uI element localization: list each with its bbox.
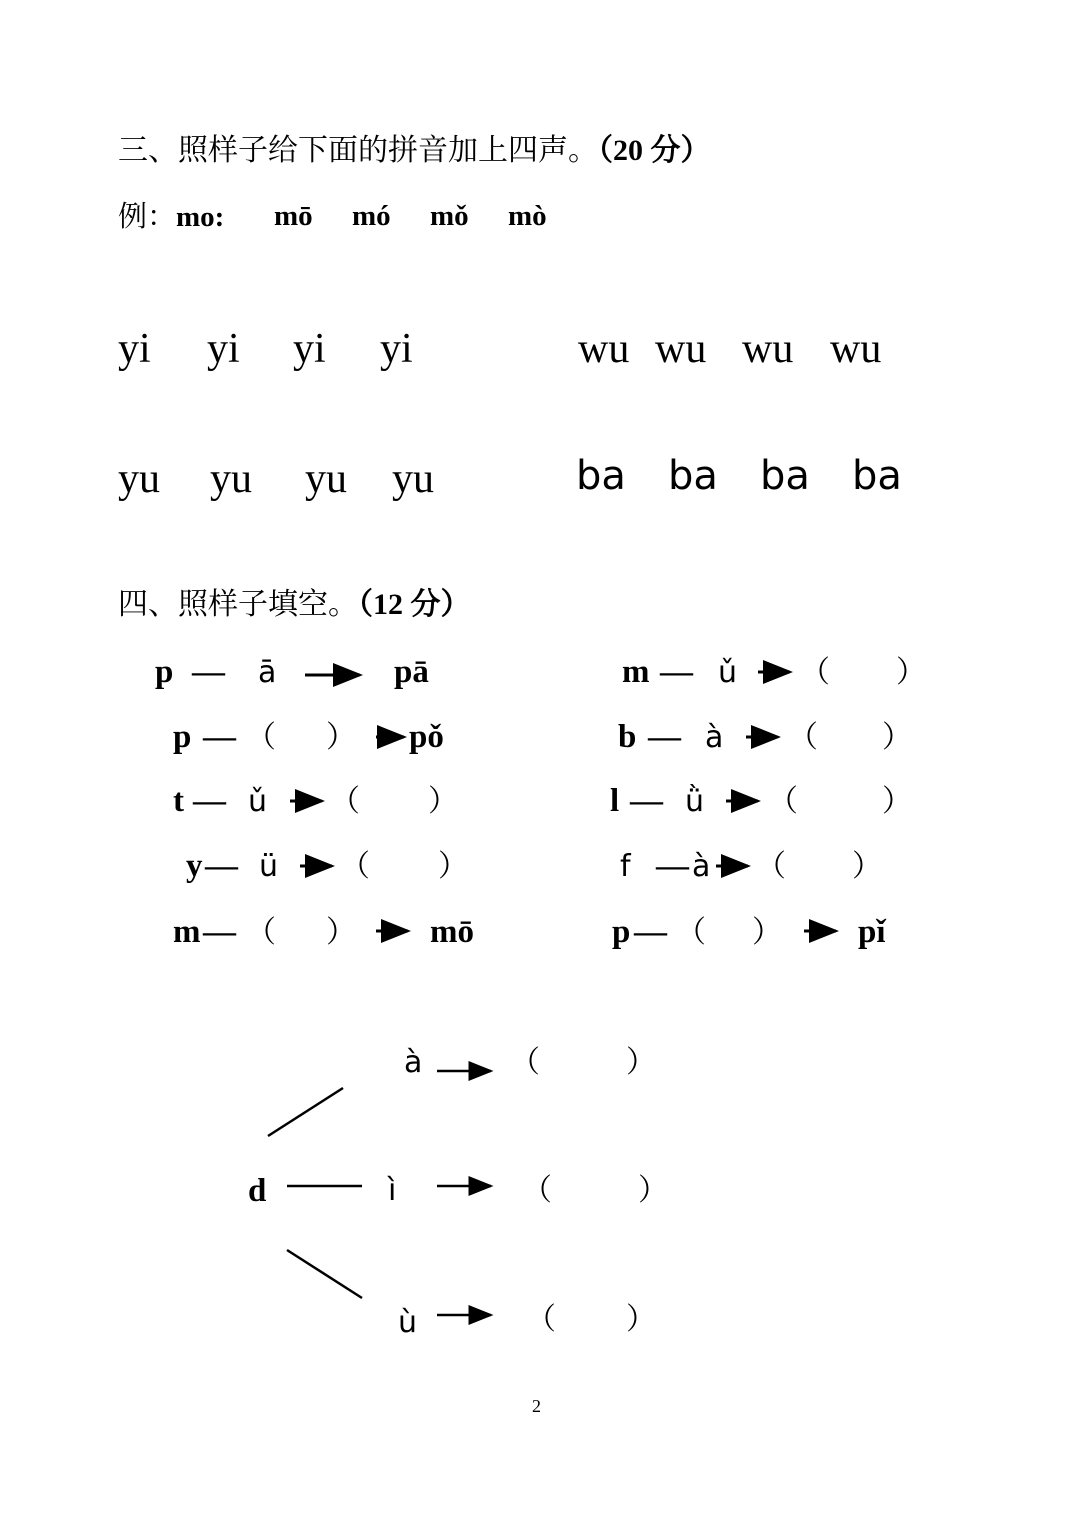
pinyin-yi: yi — [293, 326, 326, 372]
answer-paren-open[interactable]: （ — [522, 1173, 552, 1208]
initial: y — [186, 848, 203, 884]
pinyin-yi: yi — [118, 326, 151, 372]
dash: — — [205, 848, 238, 884]
dash: — — [203, 719, 236, 755]
pinyin-ba: ba — [760, 453, 810, 499]
initial: m — [173, 914, 201, 950]
answer-paren-open[interactable]: （ — [800, 655, 830, 690]
tree-final: ù — [398, 1305, 418, 1340]
initial: f — [620, 849, 631, 884]
dash: — — [656, 848, 689, 884]
result: pā — [394, 654, 429, 690]
dash: — — [660, 654, 693, 690]
dash: — — [192, 654, 225, 690]
dash: — — [648, 719, 681, 755]
branch-line — [268, 1088, 343, 1136]
pinyin-wu: wu — [830, 326, 882, 372]
initial: p — [155, 654, 174, 690]
answer-paren-close[interactable]: ） — [626, 1302, 656, 1337]
section-3-title: 三、照样子给下面的拼音加上四声。 — [118, 133, 598, 168]
result: pǐ — [858, 914, 886, 950]
branch-line — [287, 1250, 362, 1298]
answer-paren-open[interactable]: （ — [788, 720, 818, 755]
answer-paren-close[interactable]: ） — [882, 784, 912, 819]
example-label: 例： — [118, 199, 177, 233]
dash: — — [630, 783, 663, 819]
pinyin-wu: wu — [655, 326, 707, 372]
initial: m — [622, 654, 650, 690]
final: ǜ — [685, 784, 705, 819]
section-4-title: 四、照样子填空。 — [118, 587, 358, 622]
answer-paren-close[interactable]: ） — [326, 915, 356, 950]
answer-paren-open[interactable]: （ — [246, 915, 276, 950]
example-tone: mō — [274, 200, 313, 232]
result: mō — [430, 914, 474, 950]
pinyin-yu: yu — [392, 456, 434, 502]
answer-paren-close[interactable]: ） — [752, 915, 782, 950]
answer-paren-open[interactable]: （ — [510, 1045, 540, 1080]
answer-paren-close[interactable]: ） — [438, 849, 468, 884]
answer-paren-open[interactable]: （ — [340, 849, 370, 884]
final: ā — [258, 655, 277, 690]
tree-final: à — [404, 1045, 423, 1080]
final: à — [705, 720, 724, 755]
final: ü — [259, 849, 279, 884]
initial: t — [173, 783, 184, 819]
answer-paren-close[interactable]: ） — [882, 720, 912, 755]
result: pǒ — [409, 719, 444, 755]
initial: l — [610, 783, 620, 819]
answer-paren-open[interactable]: （ — [330, 784, 360, 819]
pinyin-ba: ba — [668, 453, 718, 499]
initial: p — [173, 719, 192, 755]
example-tone: mó — [352, 200, 391, 232]
pinyin-yu: yu — [210, 456, 252, 502]
pinyin-wu: wu — [742, 326, 794, 372]
pinyin-yu: yu — [305, 456, 347, 502]
final: ǔ — [718, 655, 738, 690]
pinyin-ba: ba — [576, 453, 626, 499]
page-number: 2 — [532, 1396, 541, 1416]
answer-paren-open[interactable]: （ — [246, 720, 276, 755]
final: ǔ — [248, 784, 268, 819]
answer-paren-close[interactable]: ） — [326, 720, 356, 755]
dash: — — [193, 783, 226, 819]
final: à — [692, 849, 711, 884]
answer-paren-close[interactable]: ） — [896, 655, 926, 690]
dash: — — [203, 914, 236, 950]
pinyin-yi: yi — [207, 326, 240, 372]
dash: — — [634, 914, 667, 950]
answer-paren-close[interactable]: ） — [626, 1045, 656, 1080]
tree-root: d — [248, 1173, 267, 1209]
example-tone: mǒ — [430, 200, 469, 232]
example-tone: mò — [508, 200, 547, 232]
section-3-score: （20 分） — [598, 134, 711, 167]
answer-paren-close[interactable]: ） — [428, 784, 458, 819]
pinyin-wu: wu — [578, 326, 630, 372]
answer-paren-open[interactable]: （ — [756, 849, 786, 884]
example-base: mo: — [176, 201, 225, 233]
answer-paren-open[interactable]: （ — [526, 1302, 556, 1337]
initial: p — [612, 914, 631, 950]
answer-paren-close[interactable]: ） — [852, 849, 882, 884]
pinyin-yu: yu — [118, 456, 160, 502]
pinyin-yi: yi — [380, 326, 413, 372]
answer-paren-open[interactable]: （ — [768, 784, 798, 819]
section-4-score: （12 分） — [358, 588, 471, 621]
pinyin-ba: ba — [852, 453, 902, 499]
answer-paren-close[interactable]: ） — [638, 1173, 668, 1208]
initial: b — [618, 719, 637, 755]
answer-paren-open[interactable]: （ — [676, 915, 706, 950]
tree-final: ì — [388, 1173, 397, 1208]
